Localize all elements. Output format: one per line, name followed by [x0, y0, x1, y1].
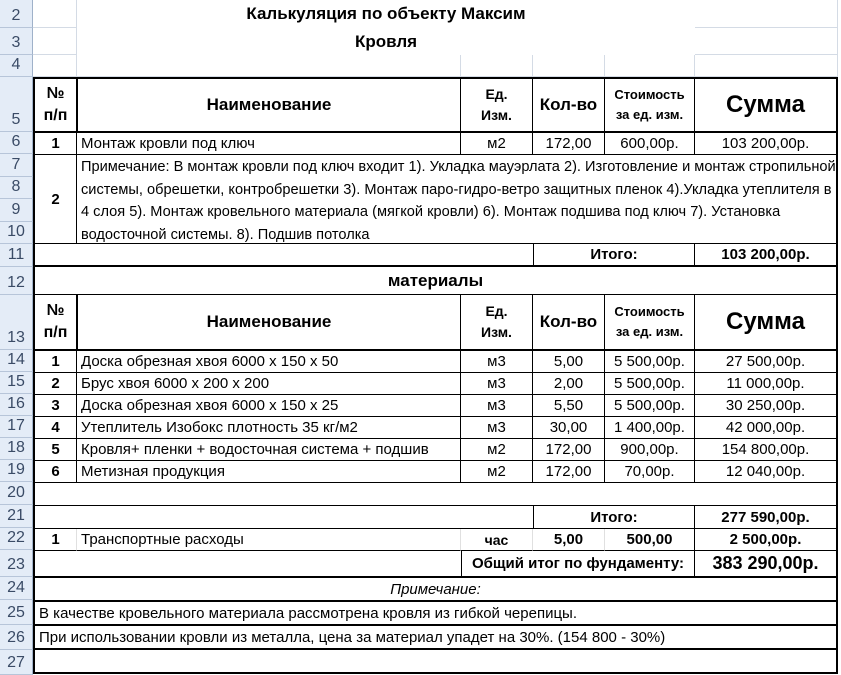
- material-qty[interactable]: 2,00: [533, 373, 605, 395]
- grid-cell[interactable]: [605, 55, 695, 77]
- material-sum[interactable]: 30 250,00р.: [695, 395, 838, 417]
- row-header[interactable]: 24: [0, 577, 33, 600]
- roofing-item-price[interactable]: 600,00р.: [605, 133, 695, 155]
- transport-unit[interactable]: час: [461, 529, 533, 551]
- header-num: [33, 77, 77, 133]
- row-header[interactable]: 16: [0, 394, 33, 416]
- transport-name[interactable]: Транспортные расходы: [77, 529, 461, 551]
- material-name[interactable]: Кровля+ пленки + водосточная система + подшив: [77, 439, 461, 461]
- material-num: 3: [33, 395, 77, 417]
- materials-header-num: [33, 295, 77, 351]
- header-price-line1: Стоимость: [614, 87, 685, 102]
- row-header[interactable]: 11: [0, 244, 33, 267]
- grid-cell[interactable]: [33, 55, 77, 77]
- empty-row[interactable]: [33, 483, 838, 506]
- material-num: 6: [33, 461, 77, 483]
- material-num: 4: [33, 417, 77, 439]
- row-header[interactable]: 2: [0, 0, 33, 28]
- grid-cell[interactable]: [77, 55, 461, 77]
- header-unit-line1: Ед.: [485, 303, 508, 319]
- material-name[interactable]: Доска обрезная хвоя 6000 х 150 х 25: [77, 395, 461, 417]
- roofing-item-num: 1: [33, 133, 77, 155]
- roofing-item-unit[interactable]: м2: [461, 133, 533, 155]
- material-price[interactable]: 5 500,00р.: [605, 395, 695, 417]
- header-unit-line2: Изм.: [481, 324, 512, 340]
- row-header[interactable]: 4: [0, 55, 33, 77]
- header-num-symbol: №: [46, 302, 65, 319]
- material-unit[interactable]: м3: [461, 395, 533, 417]
- header-unit-line1: Ед.: [485, 86, 508, 102]
- transport-qty[interactable]: 5,00: [533, 529, 605, 551]
- grid-cell[interactable]: [33, 28, 77, 55]
- header-price-line2: за ед. изм.: [615, 324, 684, 339]
- header-qty: Кол-во: [533, 77, 605, 133]
- row-header[interactable]: 3: [0, 28, 33, 55]
- row-header[interactable]: 21: [0, 505, 33, 528]
- material-qty[interactable]: 5,00: [533, 351, 605, 373]
- material-name[interactable]: Метизная продукция: [77, 461, 461, 483]
- materials-total-spacer: [33, 506, 533, 529]
- material-unit[interactable]: м2: [461, 439, 533, 461]
- material-unit[interactable]: м3: [461, 351, 533, 373]
- grid-cell[interactable]: [695, 0, 838, 28]
- materials-header-sum: Сумма: [695, 295, 838, 351]
- materials-header-price: [605, 295, 695, 351]
- transport-sum[interactable]: 2 500,00р.: [695, 529, 838, 551]
- roofing-note[interactable]: Примечание: В монтаж кровли под ключ входит 1). Укладка мауэрлата 2). Изготовление и монтаж стропильной системы, обрешетки, контробрешетки 3). Монтаж паро-гидро-ветро защитных пленок 4).Укладка утеплителя в 4 слоя 5). Монтаж кровельного материала (мягкой кровли) 6). Монтаж подшива под ключ 7). Установка водосточной системы. 8). Подшив потолка: [77, 155, 838, 244]
- materials-section-title: материалы: [33, 267, 838, 295]
- row-header[interactable]: 25: [0, 600, 33, 625]
- row-header[interactable]: 22: [0, 528, 33, 550]
- grand-total-value[interactable]: 383 290,00р.: [695, 551, 838, 578]
- material-price[interactable]: 5 500,00р.: [605, 373, 695, 395]
- grand-total-spacer: [33, 551, 461, 578]
- roofing-item-name[interactable]: Монтаж кровли под ключ: [77, 133, 461, 155]
- empty-row[interactable]: [33, 650, 838, 674]
- header-price: [605, 77, 695, 133]
- material-price[interactable]: 1 400,00р.: [605, 417, 695, 439]
- footnote-line[interactable]: В качестве кровельного материала рассмотрена кровля из гибкой черепицы.: [33, 602, 838, 626]
- roofing-total-value[interactable]: 103 200,00р.: [695, 244, 838, 267]
- header-num-label: п/п: [43, 107, 68, 124]
- material-qty[interactable]: 172,00: [533, 461, 605, 483]
- grid-cell[interactable]: [695, 55, 838, 77]
- roofing-item-sum[interactable]: 103 200,00р.: [695, 133, 838, 155]
- materials-header-name: Наименование: [77, 295, 461, 351]
- header-price-line1: Стоимость: [614, 304, 685, 319]
- row-header[interactable]: 27: [0, 650, 33, 675]
- page-subtitle: Кровля: [354, 31, 418, 51]
- material-unit[interactable]: м2: [461, 461, 533, 483]
- material-sum[interactable]: 27 500,00р.: [695, 351, 838, 373]
- material-num: 5: [33, 439, 77, 461]
- materials-total-value[interactable]: 277 590,00р.: [695, 506, 838, 529]
- footnotes-title: Примечание:: [33, 578, 838, 602]
- row-header[interactable]: 7: [0, 154, 33, 177]
- header-sum: Сумма: [695, 77, 838, 133]
- row-header[interactable]: 26: [0, 625, 33, 650]
- grid-cell[interactable]: [33, 0, 77, 28]
- header-price-line2: за ед. изм.: [615, 107, 684, 122]
- material-price[interactable]: 70,00р.: [605, 461, 695, 483]
- material-qty[interactable]: 30,00: [533, 417, 605, 439]
- material-name[interactable]: Брус хвоя 6000 х 200 х 200: [77, 373, 461, 395]
- material-price[interactable]: 900,00р.: [605, 439, 695, 461]
- roofing-note-num: 2: [33, 155, 77, 244]
- material-num: 1: [33, 351, 77, 373]
- row-header[interactable]: 23: [0, 550, 33, 577]
- row-header[interactable]: 5: [0, 77, 33, 132]
- material-qty[interactable]: 5,50: [533, 395, 605, 417]
- material-sum[interactable]: 11 000,00р.: [695, 373, 838, 395]
- grid-cell[interactable]: [533, 55, 605, 77]
- row-header[interactable]: 12: [0, 267, 33, 295]
- material-unit[interactable]: м3: [461, 417, 533, 439]
- grid-cell[interactable]: [461, 55, 533, 77]
- roofing-total-spacer: [33, 244, 533, 267]
- materials-total-label: Итого:: [533, 506, 695, 529]
- material-name[interactable]: Утеплитель Изобокс плотность 35 кг/м2: [77, 417, 461, 439]
- page-title: Калькуляция по объекту Максим: [246, 4, 526, 23]
- material-name[interactable]: Доска обрезная хвоя 6000 х 150 х 50: [77, 351, 461, 373]
- transport-price[interactable]: 500,00: [605, 529, 695, 551]
- materials-header-unit: [461, 295, 533, 351]
- material-price[interactable]: 5 500,00р.: [605, 351, 695, 373]
- row-header[interactable]: 18: [0, 438, 33, 460]
- grid-cell[interactable]: [695, 28, 838, 55]
- row-header[interactable]: 6: [0, 132, 33, 154]
- material-unit[interactable]: м3: [461, 373, 533, 395]
- row-header[interactable]: 9: [0, 199, 33, 222]
- row-header[interactable]: 17: [0, 416, 33, 438]
- grand-total-label: Общий итог по фундаменту:: [461, 551, 695, 578]
- row-header[interactable]: 13: [0, 295, 33, 350]
- footnote-line[interactable]: При использовании кровли из металла, цена за материал упадет на 30%. (154 800 - 30%): [33, 626, 838, 650]
- header-num-symbol: №: [46, 85, 65, 102]
- row-header[interactable]: 10: [0, 222, 33, 244]
- roofing-item-qty[interactable]: 172,00: [533, 133, 605, 155]
- row-header[interactable]: 19: [0, 460, 33, 482]
- materials-header-qty: Кол-во: [533, 295, 605, 351]
- row-header[interactable]: 15: [0, 372, 33, 394]
- row-header[interactable]: 8: [0, 177, 33, 199]
- header-unit: [461, 77, 533, 133]
- row-header[interactable]: 20: [0, 482, 33, 505]
- material-sum[interactable]: 12 040,00р.: [695, 461, 838, 483]
- header-unit-line2: Изм.: [481, 107, 512, 123]
- header-num-label: п/п: [43, 324, 68, 341]
- transport-num: 1: [33, 529, 77, 551]
- material-sum[interactable]: 154 800,00р.: [695, 439, 838, 461]
- roofing-total-label: Итого:: [533, 244, 695, 267]
- header-name: Наименование: [77, 77, 461, 133]
- material-sum[interactable]: 42 000,00р.: [695, 417, 838, 439]
- material-num: 2: [33, 373, 77, 395]
- material-qty[interactable]: 172,00: [533, 439, 605, 461]
- row-header[interactable]: 14: [0, 350, 33, 372]
